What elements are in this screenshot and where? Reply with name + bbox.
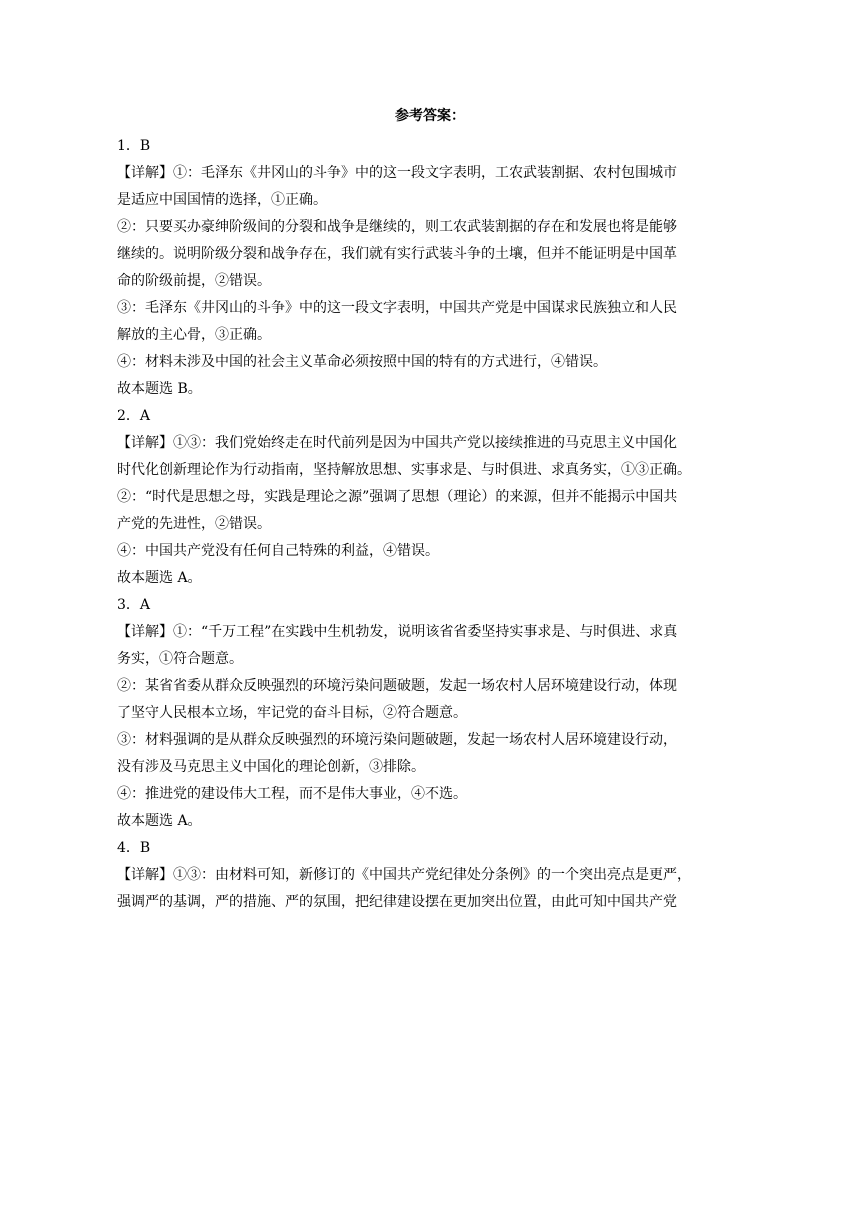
question-number: 2．A [117, 408, 151, 424]
text-line: 了坚守人民根本立场，牢记党的奋斗目标，②符合题意。 [117, 705, 467, 721]
question-number: 3．A [117, 597, 151, 613]
explanation-paragraph [117, 484, 745, 538]
text-line: 【详解】①③：由材料可知，新修订的《中国共产党纪律处分条例》的一个突出亮点是更严， [117, 867, 691, 883]
explanation-paragraph [117, 862, 745, 916]
text-line: 是适应中国国情的选择，①正确。 [117, 192, 327, 208]
explanation-paragraph [117, 619, 745, 673]
text-line: 命的阶级前提，②错误。 [117, 273, 271, 289]
text-line: ②：某省省委从群众反映强烈的环境污染问题破题，发起一场农村人居环境建设行动，体现 [117, 678, 677, 694]
explanation-paragraph [117, 538, 745, 565]
text-line: 时代化创新理论作为行动指南，坚持解放思想、实事求是、与时俱进、求真务实，①③正确。 [117, 462, 691, 478]
explanation-paragraph [117, 808, 745, 835]
text-line: ③：毛泽东《井冈山的斗争》中的这一段文字表明，中国共产党是中国谋求民族独立和人民 [117, 300, 677, 316]
explanation-paragraph [117, 376, 745, 403]
text-line: ④：推进党的建设伟大工程，而不是伟大事业，④不选。 [117, 786, 467, 802]
text-line: 解放的主心骨，③正确。 [117, 327, 271, 343]
text-line: 务实，①符合题意。 [117, 651, 243, 667]
question-number: 4．B [117, 840, 151, 856]
explanation-paragraph [117, 430, 745, 484]
question-number: 1．B [117, 138, 151, 154]
text-line: 故本题选 B。 [117, 381, 202, 397]
text-line: 继续的。说明阶级分裂和战争存在，我们就有实行武装斗争的土壤，但并不能证明是中国革 [117, 246, 677, 262]
explanation-paragraph [117, 727, 745, 781]
text-line: 产党的先进性，②错误。 [117, 516, 271, 532]
explanation-paragraph [117, 565, 745, 592]
explanation-paragraph [117, 781, 745, 808]
answer-content [117, 133, 745, 916]
explanation-paragraph [117, 349, 745, 376]
text-line: ③：材料强调的是从群众反映强烈的环境污染问题破题，发起一场农村人居环境建设行动， [117, 732, 677, 748]
text-line: 故本题选 A。 [117, 813, 202, 829]
text-line: ④：中国共产党没有任何自己特殊的利益，④错误。 [117, 543, 439, 559]
text-line: ②：只要买办豪绅阶级间的分裂和战争是继续的，则工农武装割据的存在和发展也将是能够 [117, 219, 677, 235]
text-line: 没有涉及马克思主义中国化的理论创新，③排除。 [117, 759, 425, 775]
text-line: ④：材料未涉及中国的社会主义革命必须按照中国的特有的方式进行，④错误。 [117, 354, 607, 370]
text-line: 强调严的基调，严的措施、严的氛围，把纪律建设摆在更加突出位置，由此可知中国共产党 [117, 894, 677, 910]
text-line: 【详解】①③：我们党始终走在时代前列是因为中国共产党以接续推进的马克思主义中国化 [117, 435, 677, 451]
explanation-paragraph [117, 295, 745, 349]
text-line: 故本题选 A。 [117, 570, 202, 586]
text-line: 【详解】①：毛泽东《井冈山的斗争》中的这一段文字表明，工农武装割据、农村包围城市 [117, 165, 677, 181]
explanation-paragraph [117, 214, 745, 295]
explanation-paragraph [117, 160, 745, 214]
text-line: ②：“时代是思想之母，实践是理论之源”强调了思想（理论）的来源，但并不能揭示中国共 [117, 489, 678, 505]
page-title: 参考答案： [395, 108, 465, 124]
explanation-paragraph [117, 673, 745, 727]
text-line: 【详解】①：“千万工程”在实践中生机勃发，说明该省省委坚持实事求是、与时俱进、求真 [117, 624, 678, 640]
